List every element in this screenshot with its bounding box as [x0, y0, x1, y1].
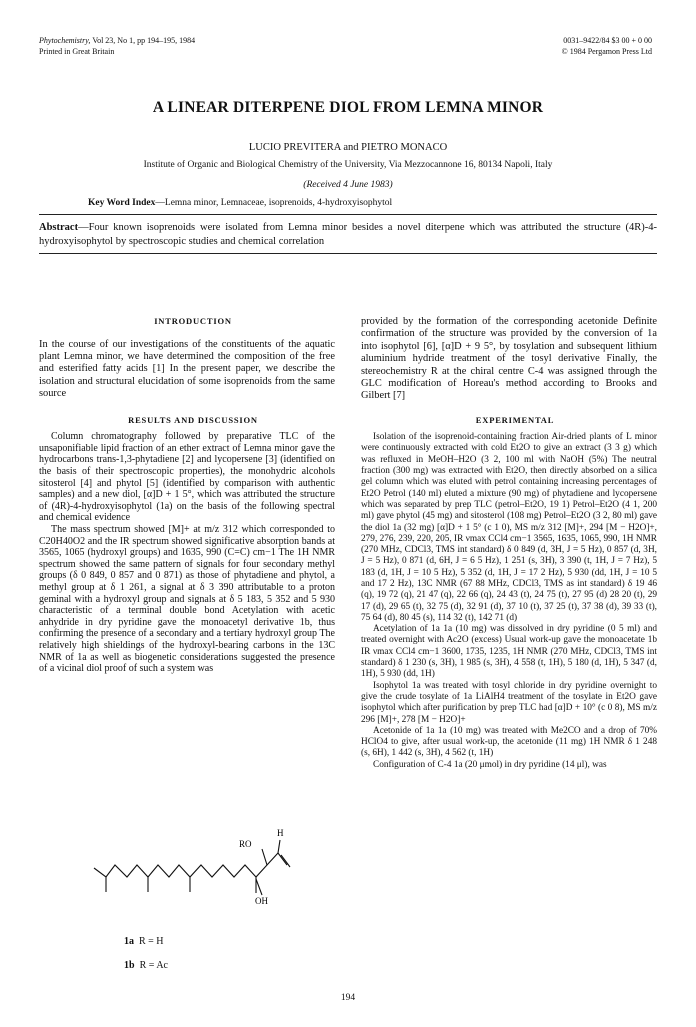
compound-1b: 1b — [124, 960, 135, 971]
experimental-configuration: Configuration of C-4 1a (20 μmol) in dry pyridine (14 μl), was — [373, 759, 607, 770]
experimental-isolation: Isolation of the isoprenoid-containing fraction Air-dried plants of L minor were continuously extracted with cold Et2O to give an extract (3 3 g) which was refluxed in MeOH–H2O (3 2, 100 ml with NaOH (5%) The neutral fraction (300 mg) was extracted with Et2O, then directly absorbed on a silica gel column which was eluted with petrol containing increasing percentages of Et2O Petrol (140 ml) eluted a mixture (90 mg) of phytadiene and lycopersene which was separated by prep TLC (petrol–Et2O, 19 1) Petrol–Et2O (4 1, 200 ml) gave phytol (45 mg) and sitosterol (108 mg) Petrol–Et2O (3 2, 80 ml) gave the diol 1a (32 mg) [α]D + 1 5° (c 1 0), MS m/z 312 [M]+, 294 [M − H2O]+, 279, 276, 239, 220, 205, IR νmax CCl4 cm−1 3565, 1635, 1065, 990, 1H NMR (270 MHz, CDCl3, TMS int standard) δ 0 849 (d, 3H, J = 5 Hz), 0 857 (d, 3H, J = 5 Hz), 0 871 (d, 6H, J = 6 5 Hz), 1 251 (s, 3H), 3 390 (t, 1H, J = 7 Hz), 5 183 (d, 1H, J = 10 5 Hz), 5 352 (d, 1H, J = 17 2 Hz), 5 930 (dd, 1H, J = 10 5 and 17 2 Hz), 13C NMR (67 88 MHz, CDCl3, TMS as int standard) δ 19 46 (q), 19 72 (q), 21 47 (q), 22 66 (q), 24 43 (t), 24 75 (t), 27 95 (d) 28 20 (t), 29 17 (d), 29 65 (t), 32 75 (d), 32 91 (d), 37 10 (t), 37 25 (t), 37 38 (d), 39 33 (t), 75 64 (d), 80 45 (s), 114 32 (t), 142 71 (d) — [361, 432, 657, 623]
ro-bond — [262, 849, 267, 865]
keyword-index — [88, 198, 392, 208]
experimental-acetonide: Acetonide of 1a 1a (10 mg) was treated with Me2CO and a drop of 70% HClO4 to give, after usual work-up, the acetonide (11 mg) 1H NMR δ 1 248 (s, 6H), 1 442 (s, 3H), 4 562 (t, 1H) — [361, 725, 657, 759]
structure-drawing — [39, 815, 335, 975]
publisher-header — [562, 36, 652, 57]
journal-header — [39, 36, 195, 57]
printed-in: Printed in Great Britain — [39, 46, 115, 56]
terminal-double-bond — [281, 855, 290, 867]
experimental-acetylation: Acetylation of 1a 1a (10 mg) was dissolved in dry pyridine (0 5 ml) and treated overnight with Ac2O (excess) Usual work-up gave the monoacetate 1b IR νmax CCl4 cm−1 3600, 1735, 1235, 1H NMR (270 MHz, CDCl3, TMS int standard) δ 1 230 (s, 3H), 1 985 (s, 3H), 4 558 (t, 1H), 5 180 (d, 1H), 5 347 (d, 1H), 5 930 (dd, 1H) — [361, 624, 657, 680]
heading-results: RESULTS AND DISCUSSION — [128, 414, 258, 425]
carbon-chain — [94, 853, 287, 877]
paper-title: A LINEAR DITERPENE DIOL FROM LEMNA MINOR — [152, 99, 544, 116]
received-date: (Received 4 June 1983) — [303, 180, 393, 190]
top-rule — [39, 214, 657, 215]
abstract — [39, 221, 657, 248]
results-paragraph-2: The mass spectrum showed [M]+ at m/z 312 which corresponded to C20H40O2 and the IR spectrum showed significative absorption bands at 3565, 1065 (hydroxyl groups) and 1635, 990 (C=C) cm−1 The 1H NMR spectrum showed the same pattern of signals for four secondary methyl groups (δ 0 849, 0 857 and 0 871) as those of phytadiene and phytol, a methyl group at δ 1 261, a signal at δ 3 390 attributable to a proton geminal with a hydroxyl group and signals at δ 5 183, 5 352 and 5 930 characteristic of a terminal double bond Acetylation with acetic anhydride in dry pyridine gave the monoacetyl derivative 1b, thus confirming the presence of a secondary and a tertiary hydroxyl group The relatively high shieldings of the hydroxyl-bearing carbons in the 13C NMR of 1a as well as biogenetic considerations suggested the presence of a vicinal diol proof of such a system was — [39, 523, 335, 675]
compound-1b-substituent: R = Ac — [139, 960, 168, 971]
affiliation: Institute of Organic and Biological Chemistry of the University, Via Mezzocannone 16, 80134 Napoli, Italy — [143, 160, 553, 170]
page-number: 194 — [340, 993, 356, 1003]
keyword-label: Key Word Index — [88, 198, 156, 208]
article-code: 0031–9422/84 $3 00 + 0 00 — [563, 36, 652, 45]
abstract-text: —Four known isoprenoids were isolated from Lemna minor besides a novel diterpene which was attributed the structure (4R)-4-hydroxyisophytol by spectroscopic studies and chemical correlation — [39, 222, 657, 247]
copyright: © 1984 Pergamon Press Ltd — [561, 46, 652, 56]
journal-volume: Vol 23, No 1, pp 194–195, 1984 — [92, 36, 196, 45]
compound-1b-label — [124, 960, 168, 971]
oh-bond — [256, 879, 262, 895]
left-column — [39, 316, 335, 675]
results-paragraph-1: Column chromatography followed by preparative TLC of the unsaponifiable lipid fraction of an ether extract of Lemna minor gave the hydrocarbons trans-1,3-phytadiene [2] and lycopersene [3] (identified on the basis of their spectroscopic properties), the monohydric alcohols sitosterol [4] and phytol [5] (identified by comparison with authentic samples) and a new diol, [α]D + 1 5°, which was attributed the structure of (4R)-4-hydroxyisophytol (1a) on the basis of the following spectral and chemical evidence — [39, 431, 335, 524]
heading-experimental: EXPERIMENTAL — [475, 414, 555, 425]
chemical-structure — [39, 815, 335, 975]
keyword-text: —Lemna minor, Lemnaceae, isoprenoids, 4-hydroxyisophytol — [155, 198, 393, 208]
substituent-ro: RO — [239, 839, 252, 849]
h-bond — [278, 840, 280, 853]
right-top-block — [361, 316, 657, 403]
compound-1a-substituent: R = H — [139, 936, 164, 947]
bottom-rule — [39, 253, 657, 254]
experimental-isophytol: Isophytol 1a was treated with tosyl chloride in dry pyridine overnight to give the crude tosylate of 1a LiAlH4 treatment of the tosylate in Et2O gave isophytol which after purification by prep TLC had [α]D + 10° (c 0 8), MS m/z 296 [M]+, 278 [M − H2O]+ — [361, 680, 657, 725]
proof-paragraph: provided by the formation of the corresponding acetonide Definite confirmation of the structure was provided by the conversion of 1a into isophytol [6], [α]D + 9 5°, by tosylation and subsequent lithium aluminium hydride treatment of the tosyl derivative Finally, the stereochemistry R at the chiral centre C-4 was assigned through the GLC modification of Horeau's method according to Brooks and Gilbert [7] — [361, 316, 657, 402]
heading-introduction: INTRODUCTION — [154, 316, 232, 326]
intro-paragraph: In the course of our investigations of the constituents of the aquatic plant Lemna minor, we have determined the composition of the free and esterified fatty acids [1] In the present paper, we describe the isolation and structural elucidation of some isoprenoids from the same source — [39, 338, 335, 400]
abstract-label: Abstract — [39, 222, 79, 233]
paper-authors: LUCIO PREVITERA and PIETRO MONACO — [248, 142, 448, 153]
journal-name: Phytochemistry, — [39, 36, 91, 45]
substituent-oh: OH — [255, 896, 268, 906]
substituent-h: H — [277, 828, 284, 838]
right-column — [361, 316, 657, 771]
compound-1a-label — [124, 936, 164, 947]
compound-1a: 1a — [124, 936, 134, 947]
